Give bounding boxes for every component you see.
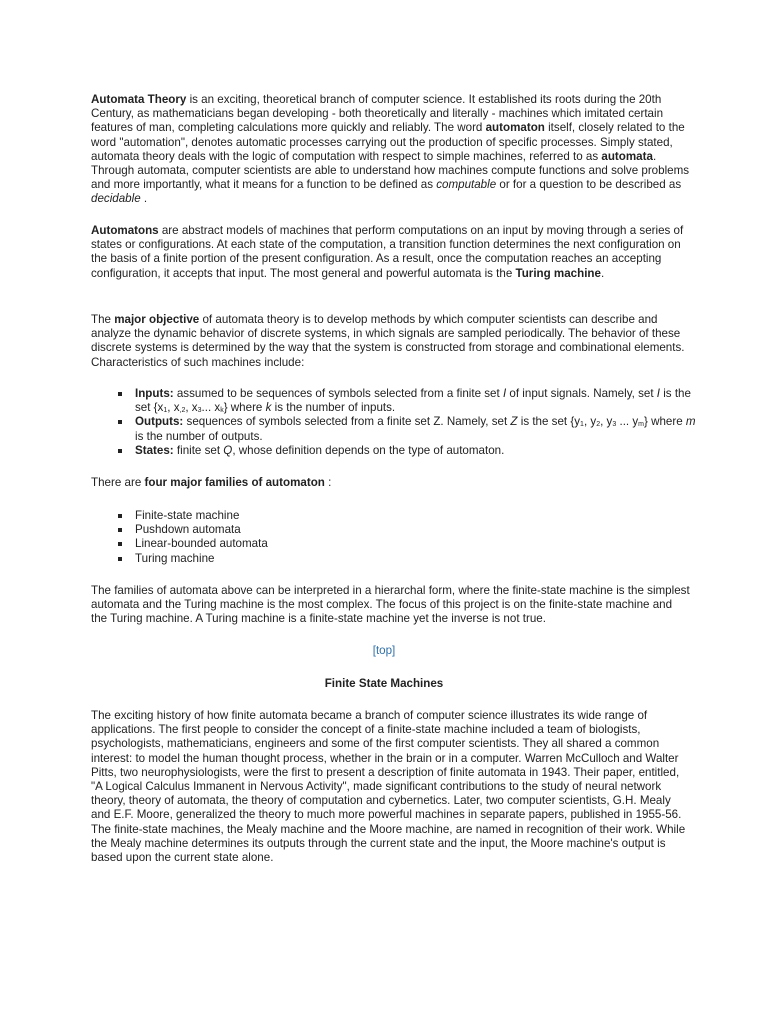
families-list [118, 509, 698, 566]
term-automata: automata [601, 149, 653, 163]
list-item: Finite-state machine [118, 509, 698, 523]
automatons-paragraph: Automatons are abstract models of machines that perform computations on an input by moving through a series of states or configurations. At each state of the computation, a transition function determines the next configuration on the basis of a finite portion of the present configuration. As a result, once the computation reaches an accepting configuration, it accepts that input. The most general and powerful automata is the Turing machine. [91, 224, 684, 280]
list-item-states: States: finite set Q, whose definition depends on the type of automaton. [118, 444, 698, 458]
families-intro: There are four major families of automaton : [91, 476, 332, 489]
objective-paragraph: The major objective of automata theory is to develop methods by which computer scientists can describe and analyze the dynamic behavior of discrete systems, in which signals are sampled periodically. The behavior of these discrete systems is determined by the way that the system is constructed from storage and combinational elements. Characteristics of such machines include: [91, 313, 685, 369]
term-four-families: four major families of automaton [144, 476, 325, 489]
list-item: Turing machine [118, 552, 698, 566]
term-major-objective: major objective [114, 313, 200, 326]
term-computable: computable [436, 178, 497, 192]
term-automata-theory: Automata Theory [91, 93, 187, 106]
hierarchy-paragraph: The families of automata above can be interpreted in a hierarchal form, where the finite-state machine is the simplest automata and the Turing machine is the most complex. The focus of this project is on the finite-state machine and the Turing machine. A Turing machine is a finite-state machine yet the inverse is not true. [91, 584, 690, 626]
list-item-outputs: Outputs: sequences of symbols selected from a finite set Z. Namely, set Z is the set {$y_1$, $y_2$, $y_3$ ... $y_m$} where m is the number of outputs. [118, 415, 698, 443]
characteristics-list [118, 387, 698, 458]
term-automatons: Automatons [91, 224, 159, 237]
list-item: Pushdown automata [118, 523, 698, 537]
section-title: Finite State Machines [324, 677, 444, 690]
term-automaton: automaton [485, 121, 545, 135]
intro-paragraph: Automata Theory is an exciting, theoretical branch of computer science. It established its roots during the 20th Century, as mathematicians began developing - both theoretically and literally - machines which imitated certain features of man, completing calculations more quickly and reliably. The word automaton itself, closely related to the word "automation", denotes automatic processes carrying out the production of specific processes. Simply stated, automata theory deals with the logic of computation with respect to simple machines, referred to as automata. Through automata, computer scientists are able to understand how machines compute functions and solve problems and more importantly, what it means for a function to be defined as computable or for a question to be described as decidable . [91, 93, 690, 206]
top-link[interactable]: [top] [372, 644, 396, 657]
term-turing-machine: Turing machine [515, 266, 601, 280]
list-item: Linear-bounded automata [118, 537, 698, 551]
term-decidable: decidable [91, 192, 141, 206]
history-paragraph: The exciting history of how finite automata became a branch of computer science illustrates its wide range of applications. The first people to consider the concept of a finite-state machine included a team of biologists, psychologists, mathematicians, engineers and some of the first computer scientists. They all shared a common interest: to model the human thought process, whether in the brain or in a computer. Warren McCulloch and Walter Pitts, two neurophysiologists, were the first to present a description of finite automata in 1943. Their paper, entitled, "A Logical Calculus Immanent in Nervous Activity", made significant contributions to the study of neural network theory, theory of automata, the theory of computation and cybernetics. Later, two computer scientists, G.H. Mealy and E.F. Moore, generalized the theory to much more powerful machines in separate papers, published in 1955-56. The finite-state machines, the Mealy machine and the Moore machine, are named in recognition of their work. While the Mealy machine determines its outputs through the current state and the input, the Moore machine's output is based upon the current state alone. [91, 709, 686, 865]
list-item-inputs: Inputs: assumed to be sequences of symbols selected from a finite set I of input signals. Namely, set I is the set {$x_1$, $x_{,2}$, $x_3$... $x_k$} where k is the number of inputs. [118, 387, 698, 415]
